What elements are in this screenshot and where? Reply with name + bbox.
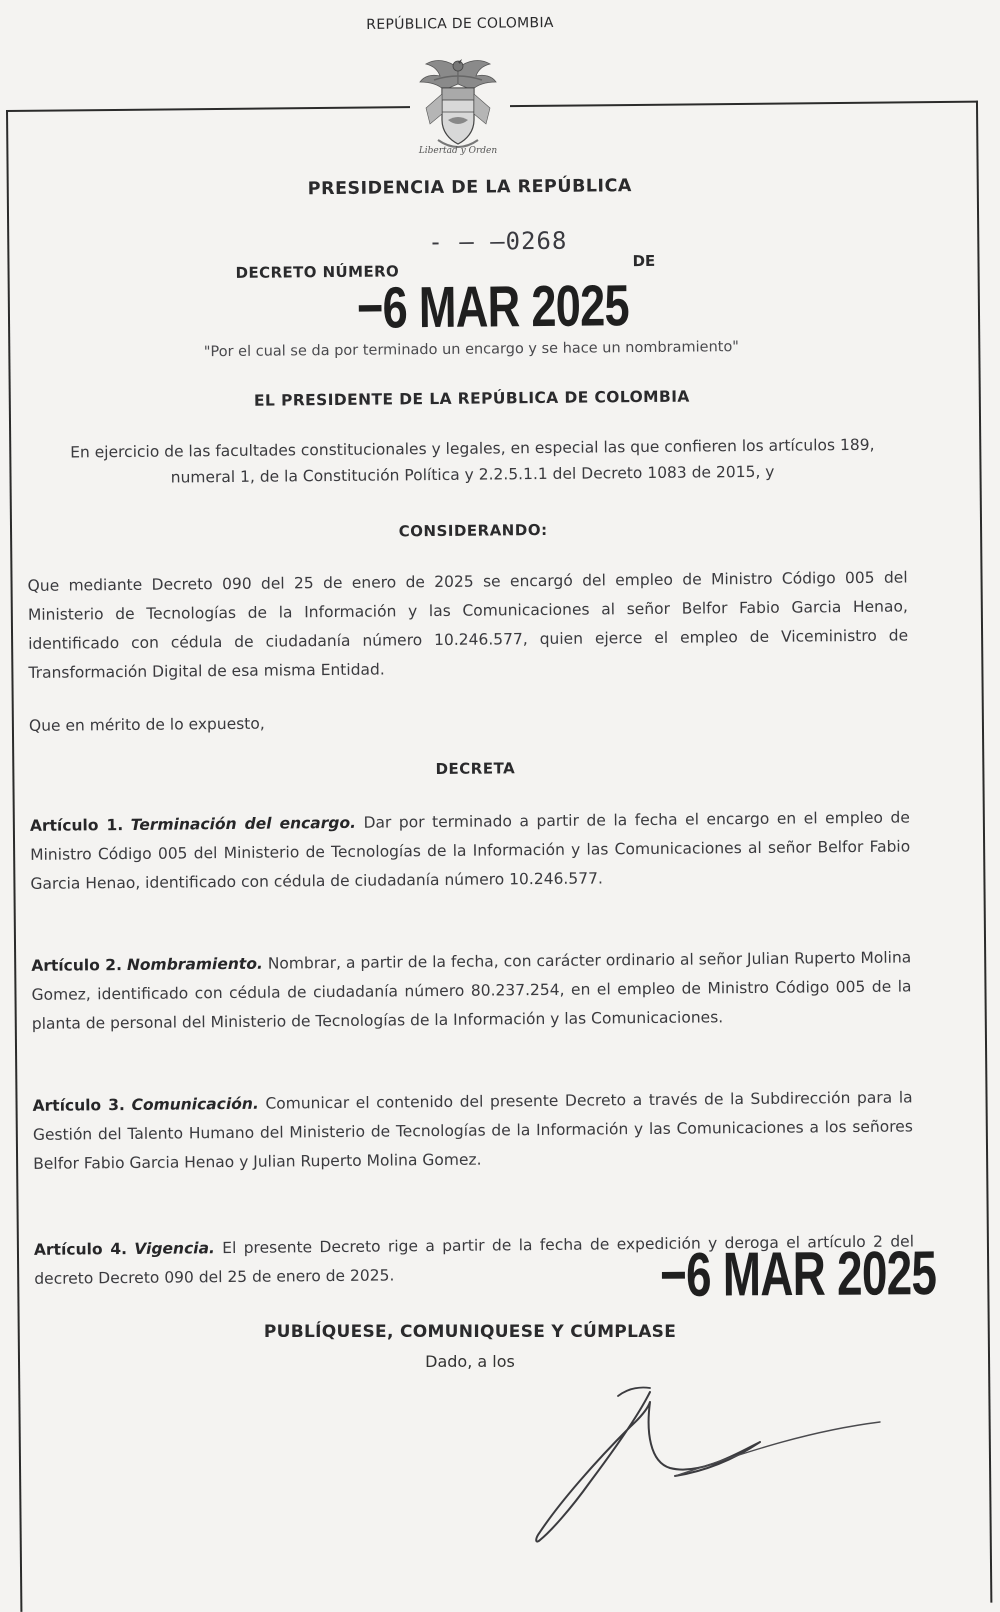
article-heading: Comunicación. bbox=[131, 1094, 259, 1114]
article-body: Comunicar el contenido del presente Decreto a través de la Subdirección para la Gestión del Talento Humano del Ministerio de Tecnologías de la Información y las Comunicaciones a los señores Belfor Fabio Garcia Henao y Julian Ruperto Molina Gomez. bbox=[32, 1088, 913, 1173]
decree-de-label: DE bbox=[632, 251, 656, 271]
closing-date-stamp: −6 MAR 2025 bbox=[659, 1239, 937, 1310]
decree-number: - ‒ ‒0268 bbox=[428, 226, 568, 257]
publiquese-heading: PUBLÍQUESE, COMUNIQUESE Y CÚMPLASE bbox=[263, 1322, 677, 1342]
considerando-paragraph: Que mediante Decreto 090 del 25 de enero de 2025 se encargó del empleo de Ministro Código 005 del Ministerio de Tecnologías de la Información y las Comunicaciones al señor Belfor Fabio Garcia Henao, identificado con cédula de ciudadanía número 10.246.577, quien ejerce el empleo de Viceministro de Transformación Digital de esa misma Entidad. bbox=[27, 568, 909, 682]
article-label: Artículo 1. bbox=[29, 816, 124, 835]
presidencia-heading: PRESIDENCIA DE LA REPÚBLICA bbox=[307, 176, 633, 200]
signature-icon bbox=[500, 1372, 900, 1552]
article-heading: Vigencia. bbox=[134, 1239, 215, 1258]
article-heading: Terminación del encargo. bbox=[130, 813, 357, 834]
dado-line: Dado, a los bbox=[425, 1352, 515, 1371]
article-label: Artículo 2. bbox=[31, 956, 123, 975]
decree-subtitle: "Por el cual se da por terminado un encargo y se hace un nombramiento" bbox=[203, 339, 740, 361]
considerando-conclusion: Que en mérito de lo expuesto, bbox=[28, 714, 265, 735]
president-heading: EL PRESIDENTE DE LA REPÚBLICA DE COLOMBIA bbox=[253, 387, 690, 410]
decreta-heading: DECRETA bbox=[435, 759, 516, 779]
article-label: Artículo 4. bbox=[33, 1240, 128, 1259]
article-body: Nombrar, a partir de la fecha, con carácter ordinario al señor Julian Ruperto Molina Gomez, identificado con cédula de ciudadanía número 80.237.254, en el empleo de Ministro Código 005 de la planta de personal del Ministerio de Tecnologías de la Información y las Comunicaciones. bbox=[31, 948, 912, 1033]
article-1 bbox=[30, 803, 911, 898]
article-3 bbox=[32, 1083, 913, 1178]
decree-number-label: DECRETO NÚMERO bbox=[235, 262, 400, 282]
article-heading: Nombramiento. bbox=[126, 954, 263, 974]
article-2 bbox=[31, 943, 912, 1038]
article-body: Dar por terminado a partir de la fecha el encargo en el empleo de Ministro Código 005 del Ministerio de Tecnologías de la Información y las Comunicaciones al señor Belfor Fabio Garcia Henao, identificado con cédula de ciudadanía número 10.246.577. bbox=[30, 808, 911, 893]
considerando-heading: CONSIDERANDO: bbox=[398, 520, 548, 541]
article-body: El presente Decreto rige a partir de la fecha de expedición y deroga el artículo 2 del decreto Decreto 090 del 25 de enero de 2025. bbox=[34, 1232, 915, 1288]
powers-paragraph: En ejercicio de las facultades constitucionales y legales, en especial las que confieren los artículos 189, numeral 1, de la Constitución Política y 2.2.5.1.1 del Decreto 1083 de 2015, y bbox=[70, 435, 875, 487]
republic-header: REPÚBLICA DE COLOMBIA bbox=[366, 15, 554, 33]
crest-motto: Libertad y Orden bbox=[418, 146, 498, 156]
date-stamp: −6 MAR 2025 bbox=[356, 273, 630, 341]
article-label: Artículo 3. bbox=[32, 1096, 125, 1115]
